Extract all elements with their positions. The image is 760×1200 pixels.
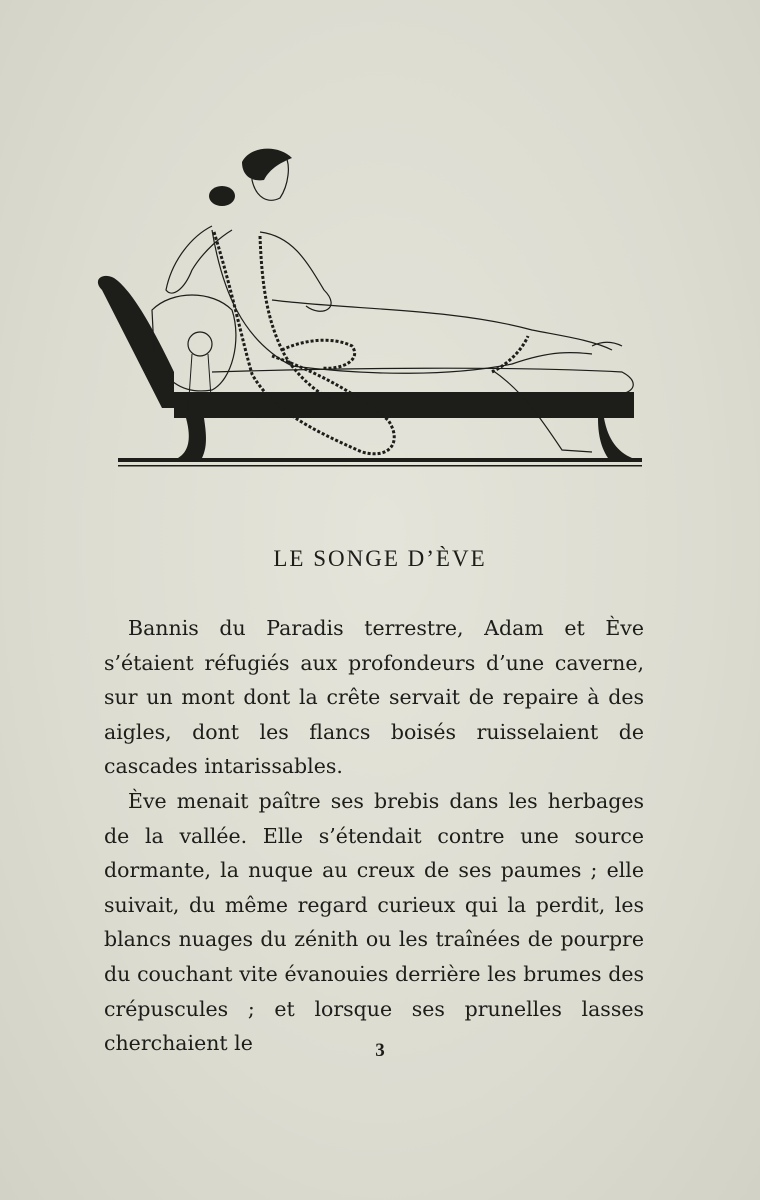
paragraph-1: Bannis du Paradis terrestre, Adam et Ève s’étaient réfugiés aux profondeurs d’une caverne, sur un mont dont la crête servait de repaire à des aigles, dont les flancs boisés ruisselaient de cascades intarissables. [104, 616, 644, 779]
reclining-woman-illustration [92, 140, 652, 480]
page-number: 3 [375, 1040, 385, 1061]
paragraph-2: Ève menait paître ses brebis dans les herbages de la vallée. Elle s’étendait contre une source dormante, la nuque au creux de ses paumes ; elle suivait, du même regard curieux qui la perdit, les blancs nuages du zénith ou les traînées de pourpre du couchant vite évanouies derrière les brumes des crépuscules ; et lorsque ses prunelles lasses cherchaient le [104, 788, 644, 1056]
chapter-title: LE SONGE D’ÈVE [273, 546, 487, 571]
body-text [104, 611, 644, 1061]
